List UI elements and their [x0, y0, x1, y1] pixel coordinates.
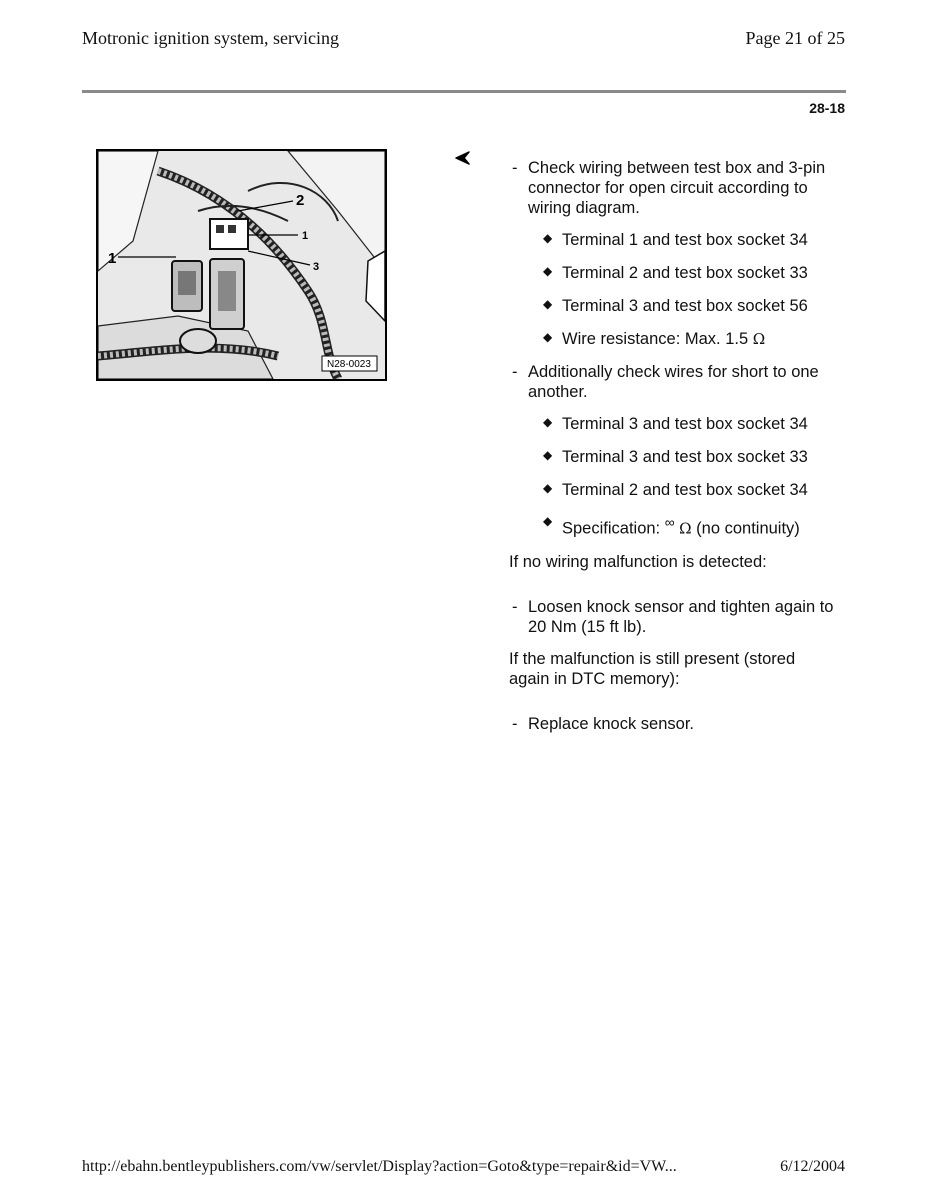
document-title: Motronic ignition system, servicing [82, 28, 339, 48]
engine-wiring-figure [96, 149, 387, 381]
callout-2: 2 [296, 192, 305, 209]
footer-url: http://ebahn.bentleypublishers.com/vw/servlet/Display?action=Goto&type=repair&id=VW... [82, 1158, 677, 1175]
step-text: Replace knock sensor. [528, 714, 695, 733]
diamond-bullet-icon: ◆ [543, 231, 553, 245]
step-check-wiring [509, 158, 839, 218]
list-item [543, 263, 839, 283]
diamond-bullet-icon: ◆ [543, 330, 553, 344]
list-item [543, 447, 839, 467]
short-circuit-checks [543, 414, 839, 539]
step-replace-sensor [509, 714, 839, 734]
step-check-short [509, 362, 839, 402]
diamond-bullet-icon: ◆ [543, 481, 553, 495]
list-item-text: Terminal 3 and test box socket 34 [562, 415, 808, 433]
diamond-bullet-icon: ◆ [543, 448, 553, 462]
list-item-specification [543, 513, 839, 539]
figure-drawing [98, 151, 385, 379]
step-loosen-sensor [509, 597, 839, 637]
list-item-text: Terminal 2 and test box socket 33 [562, 264, 808, 282]
callout-1-right: 1 [302, 230, 309, 242]
diamond-bullet-icon: ◆ [543, 297, 553, 311]
list-item [543, 230, 839, 250]
page-counter: Page 21 of 25 [745, 28, 845, 48]
procedure-text [509, 158, 839, 746]
figure-pointer-icon [453, 149, 471, 167]
callout-3: 3 [313, 261, 320, 273]
step-dash: - [512, 159, 518, 177]
step-text: Additionally check wires for short to one another. [528, 363, 819, 401]
paragraph-no-malfunction: If no wiring malfunction is detected: [509, 552, 767, 571]
paragraph-malfunction-present: If the malfunction is still present (stored again in DTC memory): [509, 649, 796, 688]
list-item [543, 414, 839, 434]
footer-date: 6/12/2004 [780, 1158, 845, 1175]
callout-1-left: 1 [108, 250, 117, 267]
list-item-resistance [543, 329, 839, 349]
figure-id-label: N28-0023 [327, 359, 371, 370]
step-dash: - [512, 714, 518, 733]
list-item [543, 480, 839, 500]
list-item-text: Terminal 1 and test box socket 34 [562, 231, 808, 249]
list-item-text: Terminal 2 and test box socket 34 [562, 481, 808, 499]
list-item [543, 296, 839, 316]
resistance-label: Wire resistance: Max. 1.5 [562, 330, 749, 348]
step-text: Loosen knock sensor and tighten again to 20 Nm (15 ft lb). [528, 597, 834, 636]
spec-suffix: (no continuity) [696, 519, 800, 538]
diamond-bullet-icon: ◆ [543, 264, 553, 278]
header-divider [82, 90, 846, 93]
step-text: Check wiring between test box and 3-pin connector for open circuit according to wiring diagram. [528, 159, 826, 217]
ohm-symbol: Ω [679, 519, 692, 538]
ohm-symbol: Ω [752, 330, 766, 348]
list-item-text: Terminal 3 and test box socket 33 [562, 448, 808, 466]
infinity-symbol: ∞ [664, 515, 675, 530]
section-number: 28-18 [809, 100, 845, 116]
step-dash: - [512, 363, 518, 381]
spec-label: Specification: [562, 519, 661, 538]
open-circuit-checks [543, 230, 839, 349]
diamond-bullet-icon: ◆ [543, 415, 553, 429]
list-item-text: Terminal 3 and test box socket 56 [562, 297, 808, 315]
diamond-bullet-icon: ◆ [543, 514, 553, 528]
step-dash: - [512, 597, 518, 616]
